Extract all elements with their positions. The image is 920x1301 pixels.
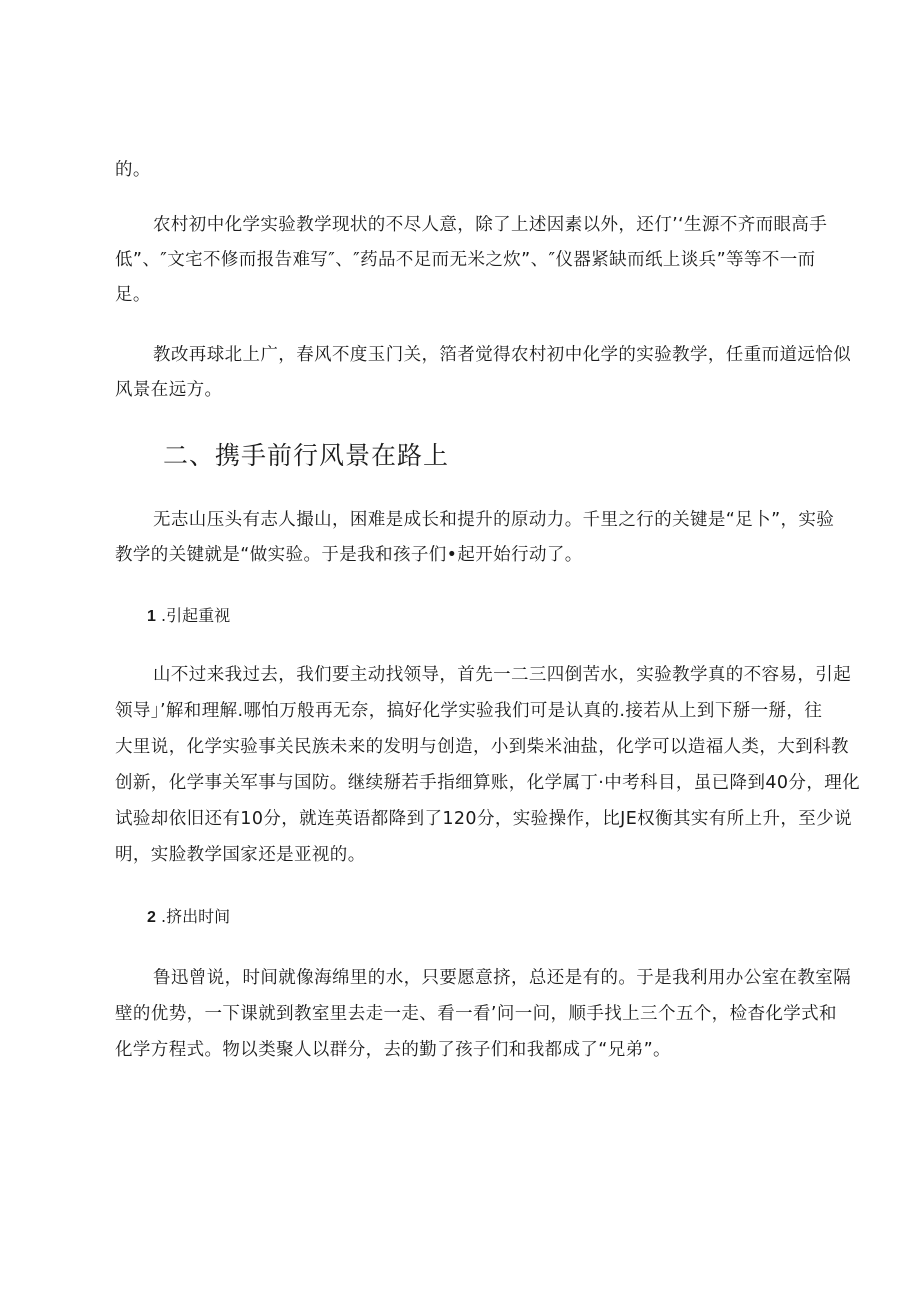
subheading-number: 2: [147, 909, 156, 926]
paragraph-line: 创新，化学事关军事与国防。继续掰若手指细算账，化学属丁·中考科目，虽已降到40分，理化: [115, 773, 861, 793]
subheading-1: [147, 605, 230, 628]
paragraph-line: 教改再球北上广，春风不度玉门关，箔者觉得农村初中化学的实验教学，任重而道远恰似: [153, 345, 852, 365]
paragraph-line: 化学方程式。物以类聚人以群分，去的勤了孩子们和我都成了“兄弟”。: [115, 1040, 671, 1060]
paragraph-line: 教学的关键就是“做实验。于是我和孩子们•起开始行动了。: [115, 545, 583, 565]
paragraph-line: 无志山压头有志人撮山，困难是成长和提升的原动力。千里之行的关键是“足卜”，实验: [153, 510, 835, 530]
paragraph-line: 领导」’解和理解.哪怕万般再无奈，搞好化学实验我们可是认真的.接若从上到下掰一掰，往: [115, 701, 823, 721]
paragraph-line: 鲁迅曾说，时间就像海绵里的水，只要愿意挤，总还是有的。于是我利用办公室在教室隔: [153, 968, 852, 988]
paragraph-continuation-line: 的。: [115, 160, 151, 180]
paragraph-line: 低”、″文宅不修而报告难写″、″药品不足而无米之炊”、″仪器紧缺而纸上谈兵”等等不一而: [115, 250, 816, 270]
paragraph-line: 足。: [115, 285, 151, 305]
paragraph-line: 试验却依旧还有10分，就连英语都降到了120分，实验操作，比JE权衡其实有所上升，至少说: [115, 809, 852, 829]
subheading-text: .挤出时间: [161, 907, 231, 926]
paragraph-line: 明，实脸教学国家还是亚视的。: [115, 845, 366, 865]
paragraph-line: 大里说，化学实验事关民族未来的发明与创造，小到柴米油盐，化学可以造福人类，大到科教: [115, 737, 849, 757]
paragraph-line: 壁的优势，一下课就到教室里去走一走、看一看’问一问，顺手找上三个五个，检杳化学式和: [115, 1004, 837, 1024]
subheading-number: 1: [147, 608, 156, 625]
section-heading: 二、携手前行风景在路上: [163, 441, 450, 470]
subheading-2: [147, 906, 230, 929]
subheading-text: .引起重视: [161, 606, 231, 625]
paragraph-line: 风景在远方。: [115, 380, 223, 400]
paragraph-line: 农村初中化学实验教学现状的不尽人意，除了上述因素以外，还仃’‘生源不齐而眼高手: [153, 215, 828, 235]
paragraph-line: 山不过来我过去，我们要主动找领导，首先一二三四倒苦水，实验教学真的不容易，引起: [153, 665, 852, 685]
